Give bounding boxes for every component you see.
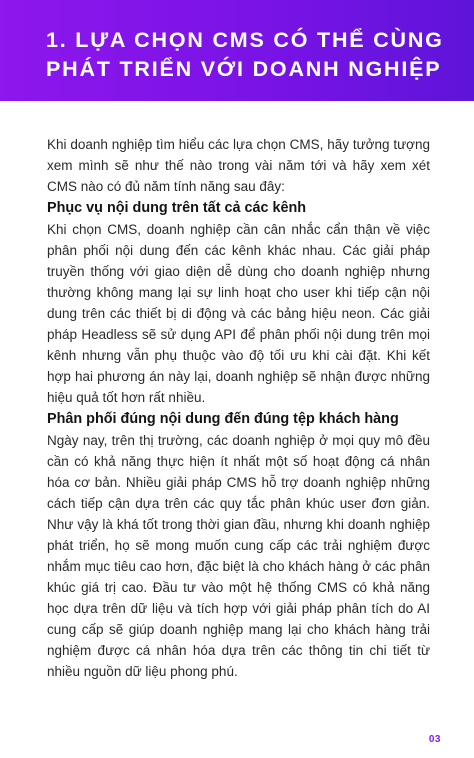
intro-paragraph: Khi doanh nghiệp tìm hiểu các lựa chọn CMS, hãy tưởng tượng xem mình sẽ như thế nào trong vài năm tới và hãy xem xét CMS nào có đủ năm tính năng sau đây: (47, 137, 430, 194)
page-title: 1. LỰA CHỌN CMS CÓ THỂ CÙNG PHÁT TRIỂN VỚI DOANH NGHIỆP (46, 28, 444, 81)
header-banner (0, 0, 474, 101)
section-body-channels: Khi chọn CMS, doanh nghiệp cần cân nhắc cẩn thận về việc phân phối nội dung đến các kênh khác nhau. Các giải pháp truyền thống với giao diện dễ dùng cho doanh nghiệp nhưng thường không mang lại sự linh hoạt cho user khi tiếp cận nội dung trên các thiết bị di động và các bảng hiệu neon. Các giải pháp Headless sẽ sử dụng API để phân phối nội dung trên mọi kênh nhưng vẫn phụ thuộc vào độ tối ưu khi cài đặt. Khi kết hợp hai phương án này lại, doanh nghiệp sẽ nhận được những hiệu quả tốt hơn rất nhiều. (47, 222, 430, 405)
main-content (47, 134, 430, 682)
section-heading-channels: Phục vụ nội dung trên tất cả các kênh (47, 200, 307, 216)
section-body-targeting: Ngày nay, trên thị trường, các doanh nghiệp ở mọi quy mô đều cần có khả năng thực hiện ít nhất một số hoạt động cá nhân hóa cơ bản. Nhiều giải pháp CMS hỗ trợ doanh nghiệp những cách tiếp cận dựa trên các quy tắc phân khúc user đơn giản. Như vậy là khá tốt trong thời gian đầu, nhưng khi doanh nghiệp phát triển, họ sẽ mong muốn cung cấp các trải nghiệm được nhắm mục tiêu cao hơn, đặc biệt là cho khách hàng ở các phân khúc giá trị cao. Đầu tư vào một hệ thống CMS có khả năng học dựa trên dữ liệu và tích hợp với giải pháp phân tích do AI cung cấp sẽ giúp doanh nghiệp mang lại cho khách hàng trải nghiệm được cá nhân hóa dựa trên các thông tin chi tiết từ nhiều nguồn dữ liệu phong phú. (47, 433, 430, 679)
page-number: 03 (428, 734, 441, 745)
section-heading-targeting: Phân phối đúng nội dung đến đúng tệp khách hàng (47, 411, 399, 427)
